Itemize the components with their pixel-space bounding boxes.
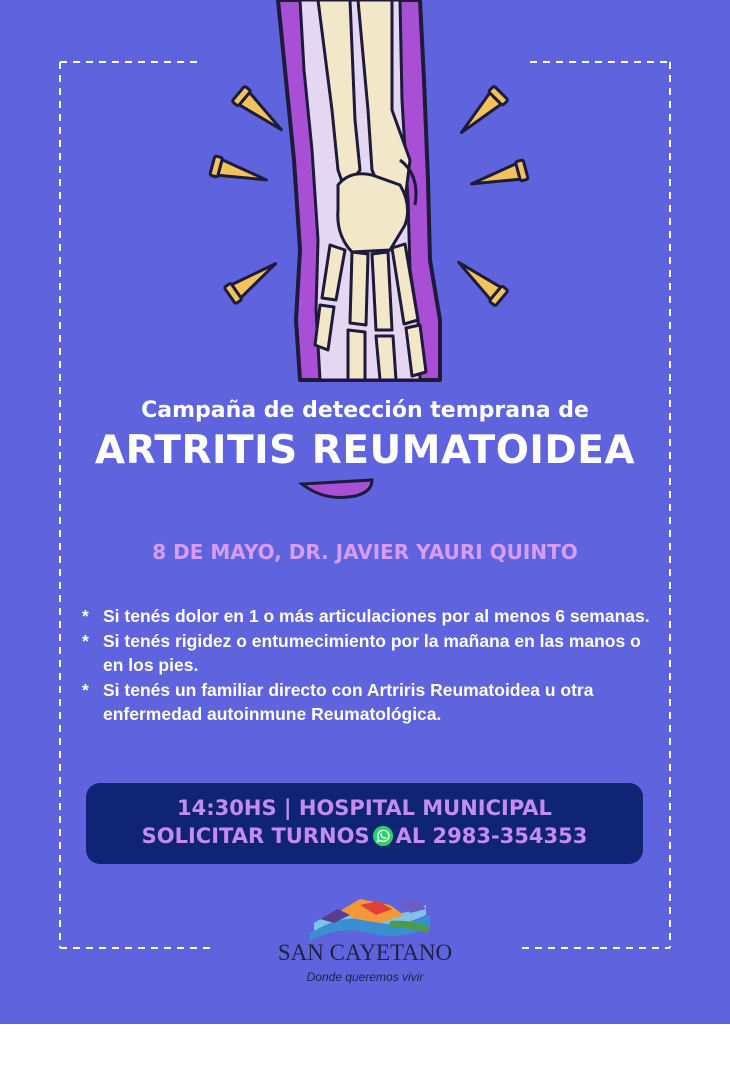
- list-item-text: Si tenés dolor en 1 o más articulaciones por al menos 6 semanas.: [103, 606, 650, 626]
- symptom-list: [82, 604, 662, 727]
- brand-slogan: Donde queremos vivir: [306, 970, 424, 984]
- whatsapp-icon: [372, 825, 394, 847]
- list-item: [82, 629, 662, 677]
- campaign-subtitle: Campaña de detección temprana de: [141, 398, 589, 423]
- list-item: [82, 678, 662, 726]
- bullet-marker: *: [82, 680, 89, 700]
- date-doctor: 8 DE MAYO, DR. JAVIER YAURI QUINTO: [152, 540, 578, 564]
- list-item-text: Si tenés rigidez o entumecimiento por la mañana en las manos o en los pies.: [103, 631, 641, 675]
- bullet-marker: *: [82, 606, 89, 626]
- appointment-label: SOLICITAR TURNOS: [141, 824, 370, 848]
- campaign-title: ARTRITIS REUMATOIDEA: [94, 428, 636, 473]
- time-location: 14:30HS | HOSPITAL MUNICIPAL: [177, 796, 552, 820]
- info-box: [86, 783, 643, 864]
- arm-bones-illustration: [0, 0, 730, 500]
- san-cayetano-logo: [300, 893, 440, 943]
- list-item-text: Si tenés un familiar directo con Artriris Reumatoidea u otra enfermedad autoinmune Reumatológica.: [103, 680, 594, 724]
- brand-name: SAN CAYETANO: [277, 940, 453, 965]
- bullet-marker: *: [82, 631, 89, 651]
- appointment-phone: AL 2983-354353: [395, 824, 588, 848]
- list-item: [82, 604, 662, 628]
- appointment-line: [86, 824, 643, 848]
